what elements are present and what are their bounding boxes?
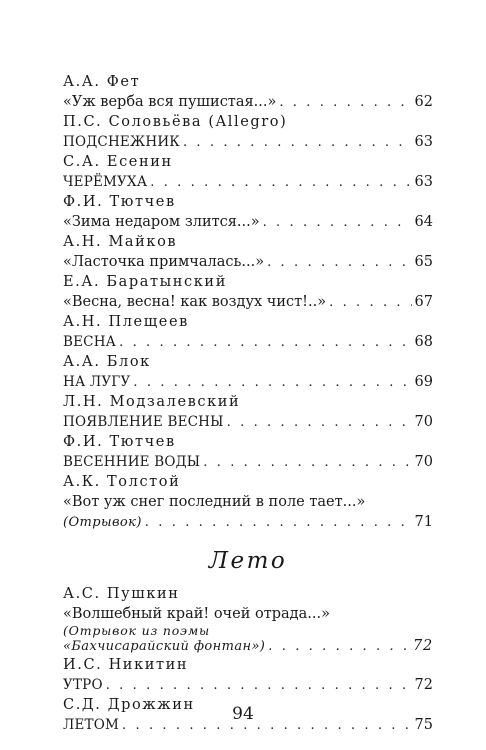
entry-title: ВЕСНА bbox=[63, 334, 117, 350]
entry-page-number: 70 bbox=[414, 454, 433, 470]
entry-author: П.С. Соловьёва (Allegro) bbox=[63, 114, 288, 130]
dot-leader bbox=[106, 676, 412, 696]
dot-leader bbox=[267, 253, 411, 273]
toc-entry bbox=[63, 392, 433, 432]
entry-page-number: 63 bbox=[414, 174, 433, 190]
entry-title: «Ласточка примчалась...» bbox=[63, 254, 265, 270]
toc-entry bbox=[63, 432, 433, 472]
dot-leader bbox=[268, 638, 410, 655]
entry-title: НА ЛУГУ bbox=[63, 374, 131, 390]
entry-page-number: 70 bbox=[414, 414, 433, 430]
entry-title-line bbox=[63, 372, 433, 392]
entry-title-line bbox=[63, 332, 433, 352]
entry-title-line bbox=[63, 92, 433, 112]
entry-page-number: 63 bbox=[414, 134, 433, 150]
toc-entry-tolstoy bbox=[63, 472, 433, 532]
section-heading-summer: Лето bbox=[208, 548, 288, 574]
toc-entry bbox=[63, 272, 433, 312]
entry-title-line bbox=[63, 675, 433, 695]
entry-note: «Бахчисарайский фонтан») bbox=[63, 639, 266, 654]
entry-title-line bbox=[63, 252, 433, 272]
toc-entry bbox=[63, 112, 433, 152]
spring-section-list bbox=[63, 72, 433, 472]
entry-author: Е.А. Баратынский bbox=[63, 274, 227, 290]
dot-leader bbox=[227, 413, 412, 433]
toc-entry bbox=[63, 232, 433, 272]
entry-title: ЧЕРЁМУХА bbox=[63, 174, 148, 190]
dot-leader bbox=[263, 213, 412, 233]
dot-leader bbox=[133, 373, 411, 393]
toc-entry bbox=[63, 152, 433, 192]
dot-leader bbox=[150, 173, 411, 193]
entry-title: ВЕСЕННИЕ ВОДЫ bbox=[63, 454, 201, 470]
entry-title-line bbox=[63, 212, 433, 232]
entry-note: (Отрывок из поэмы bbox=[63, 623, 210, 638]
entry-page-number: 75 bbox=[414, 717, 433, 733]
entry-note-line bbox=[63, 638, 433, 655]
dot-leader bbox=[279, 93, 411, 113]
dot-leader bbox=[329, 293, 411, 313]
entry-title-line bbox=[63, 452, 433, 472]
entry-author: Ф.И. Тютчев bbox=[63, 434, 176, 450]
entry-author: А.Н. Майков bbox=[63, 234, 178, 250]
dot-leader bbox=[119, 333, 411, 353]
entry-page-number: 71 bbox=[414, 514, 433, 530]
toc-entry bbox=[63, 352, 433, 392]
toc-entry-pushkin bbox=[63, 584, 433, 655]
dot-leader bbox=[203, 453, 411, 473]
toc-entry bbox=[63, 655, 433, 695]
dot-leader bbox=[145, 513, 412, 533]
entry-page-number: 69 bbox=[414, 374, 433, 390]
entry-author: С.А. Есенин bbox=[63, 154, 173, 170]
toc-entry bbox=[63, 192, 433, 232]
entry-author: А.Н. Плещеев bbox=[63, 314, 189, 330]
entry-title: ПОДСНЕЖНИК bbox=[63, 134, 180, 150]
toc-entry bbox=[63, 312, 433, 352]
entry-title-line bbox=[63, 412, 433, 432]
entry-author: А.С. Пушкин bbox=[63, 586, 180, 602]
dot-leader bbox=[183, 133, 412, 153]
page-number: 94 bbox=[232, 704, 254, 724]
entry-author: Ф.И. Тютчев bbox=[63, 194, 176, 210]
entry-title: «Вот уж снег последний в поле тает...» bbox=[63, 494, 366, 510]
entry-title-line bbox=[63, 132, 433, 152]
entry-title-line bbox=[63, 172, 433, 192]
entry-author: С.Д. Дрожжин bbox=[63, 697, 195, 713]
entry-title-line bbox=[63, 292, 433, 312]
entry-page-number: 72 bbox=[412, 638, 433, 654]
entry-title: «Зима недаром злится...» bbox=[63, 214, 260, 230]
entry-note-line bbox=[63, 512, 433, 532]
entry-page-number: 67 bbox=[414, 294, 433, 310]
entry-author: И.С. Никитин bbox=[63, 657, 189, 673]
toc-entry bbox=[63, 72, 433, 112]
entry-page-number: 68 bbox=[414, 334, 433, 350]
entry-title: «Весна, весна! как воздух чист!..» bbox=[63, 294, 327, 310]
entry-author: А.К. Толстой bbox=[63, 474, 181, 490]
entry-author: А.А. Блок bbox=[63, 354, 151, 370]
entry-title: ПОЯВЛЕНИЕ ВЕСНЫ bbox=[63, 414, 224, 430]
entry-title: ЛЕТОМ bbox=[63, 717, 120, 733]
entry-page-number: 65 bbox=[414, 254, 433, 270]
table-of-contents bbox=[63, 72, 433, 735]
entry-page-number: 72 bbox=[414, 677, 433, 693]
entry-title: «Уж верба вся пушистая...» bbox=[63, 94, 277, 110]
entry-note: (Отрывок) bbox=[63, 515, 142, 530]
entry-author: А.А. Фет bbox=[63, 74, 141, 90]
entry-page-number: 64 bbox=[414, 214, 433, 230]
entry-title: «Волшебный край! очей отрада...» bbox=[63, 606, 330, 622]
entry-page-number: 62 bbox=[414, 94, 433, 110]
entry-author: Л.Н. Модзалевский bbox=[63, 394, 241, 410]
entry-title: УТРО bbox=[63, 677, 103, 693]
